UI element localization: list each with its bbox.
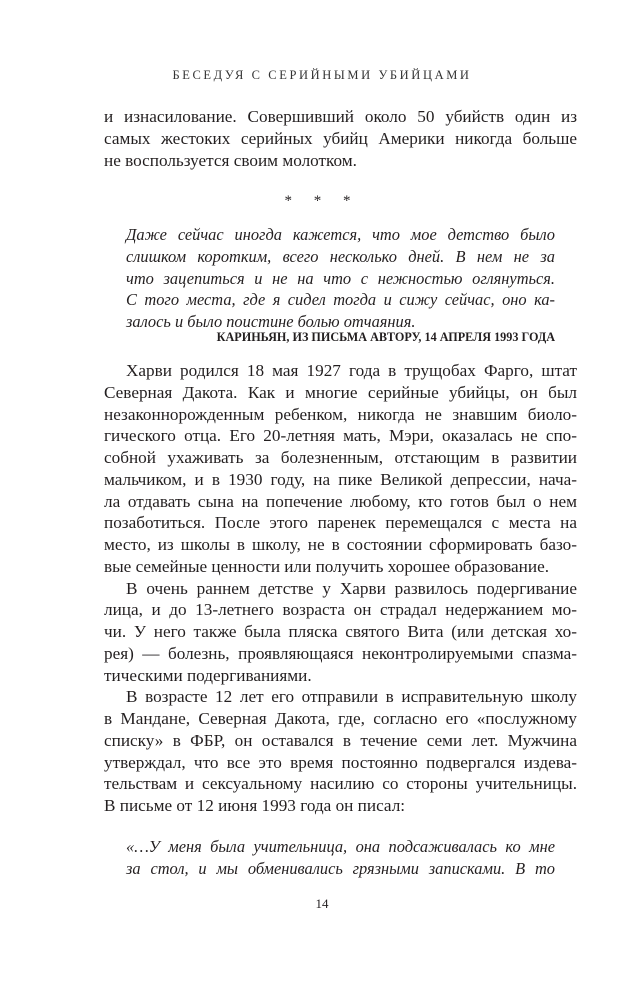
letter-quote <box>126 836 555 880</box>
paragraph-2 <box>104 360 577 817</box>
page-number: 14 <box>315 896 329 911</box>
text-line: и изнасилование. Совершивший около 50 убийств один из <box>104 107 577 126</box>
text-line: «…У меня была учительница, она подсаживалась ко мне <box>126 837 555 856</box>
text-line: вые семейные ценности или получить хорошее образование. <box>104 556 549 576</box>
text-line: не воспользуется своим молотком. <box>104 150 357 170</box>
text-line: тельствам и сексуальному насилию со стороны учительницы. <box>104 774 577 794</box>
text-line: С того места, где я сидел тогда и сижу сейчас, оно ка- <box>126 290 555 310</box>
text-line: чи. У него также была пляска святого Вита (или детская хо- <box>104 622 577 641</box>
text-line: позаботиться. После этого паренек перемещался с места на <box>104 513 577 533</box>
text-line: В письме от 12 июня 1993 года он писал: <box>104 796 406 815</box>
text-line: в Мандане, Северная Дакота, где, согласно его «послужному <box>104 709 577 728</box>
text-line: за стол, и мы обменивались грязными записками. В то <box>126 858 555 878</box>
section-separator: * * * <box>284 193 360 209</box>
text-line: Харви родился 18 мая 1927 года в трущобах Фарго, штат <box>126 361 577 380</box>
text-line: собной ухаживать за болезненным, отстающим в развитии <box>104 448 577 467</box>
text-line: незаконнорожденным ребенком, никогда не знавшим биоло- <box>104 404 577 424</box>
text-line: лица, и до 13-летнего возраста он страдал недержанием мо- <box>104 600 577 620</box>
text-line: рея) — болезнь, проявляющаяся неконтролируемыми спазма- <box>104 643 577 663</box>
text-line: что зацепиться и не на что с нежностью оглянуться. <box>126 268 555 288</box>
text-line: Северная Дакота. Как и многие серийные убийцы, он был <box>104 382 577 402</box>
text-line: Даже сейчас иногда кажется, что мое детство было <box>126 225 555 244</box>
text-line: В возрасте 12 лет его отправили в исправительную школу <box>126 687 577 707</box>
epigraph-attribution: КАРИНЬЯН, ИЗ ПИСЬМА АВТОРУ, 14 АПРЕЛЯ 1993 ГОДА <box>216 330 555 344</box>
text-line: слишком коротким, всего несколько дней. В нем не за <box>126 246 555 266</box>
text-line: утверждал, что все это время постоянно подвергался издева- <box>104 752 577 772</box>
text-line: залось и было поистине болью отчаяния. <box>126 312 416 331</box>
running-header: БЕСЕДУЯ С СЕРИЙНЫМИ УБИЙЦАМИ <box>172 68 472 82</box>
text-line: ла отдавать сына на попечение любому, кто готов был о нем <box>104 491 577 511</box>
text-line: В очень раннем детстве у Харви развилось подергивание <box>126 578 577 598</box>
text-line: списку» в ФБР, он оставался в течение семи лет. Мужчина <box>104 730 577 750</box>
text-line: мальчиком, и в 1930 году, на пике Великой депрессии, нача- <box>104 469 577 489</box>
text-line: гического отца. Его 20-летняя мать, Мэри, оказалась не спо- <box>104 426 577 446</box>
text-line: место, из школы в школу, не в состоянии сформировать базо- <box>104 535 577 554</box>
text-line: самых жестоких серийных убийц Америки никогда больше <box>104 128 577 148</box>
text-line: тическими подергиваниями. <box>104 665 312 685</box>
paragraph-1 <box>104 106 577 171</box>
epigraph <box>126 224 555 333</box>
